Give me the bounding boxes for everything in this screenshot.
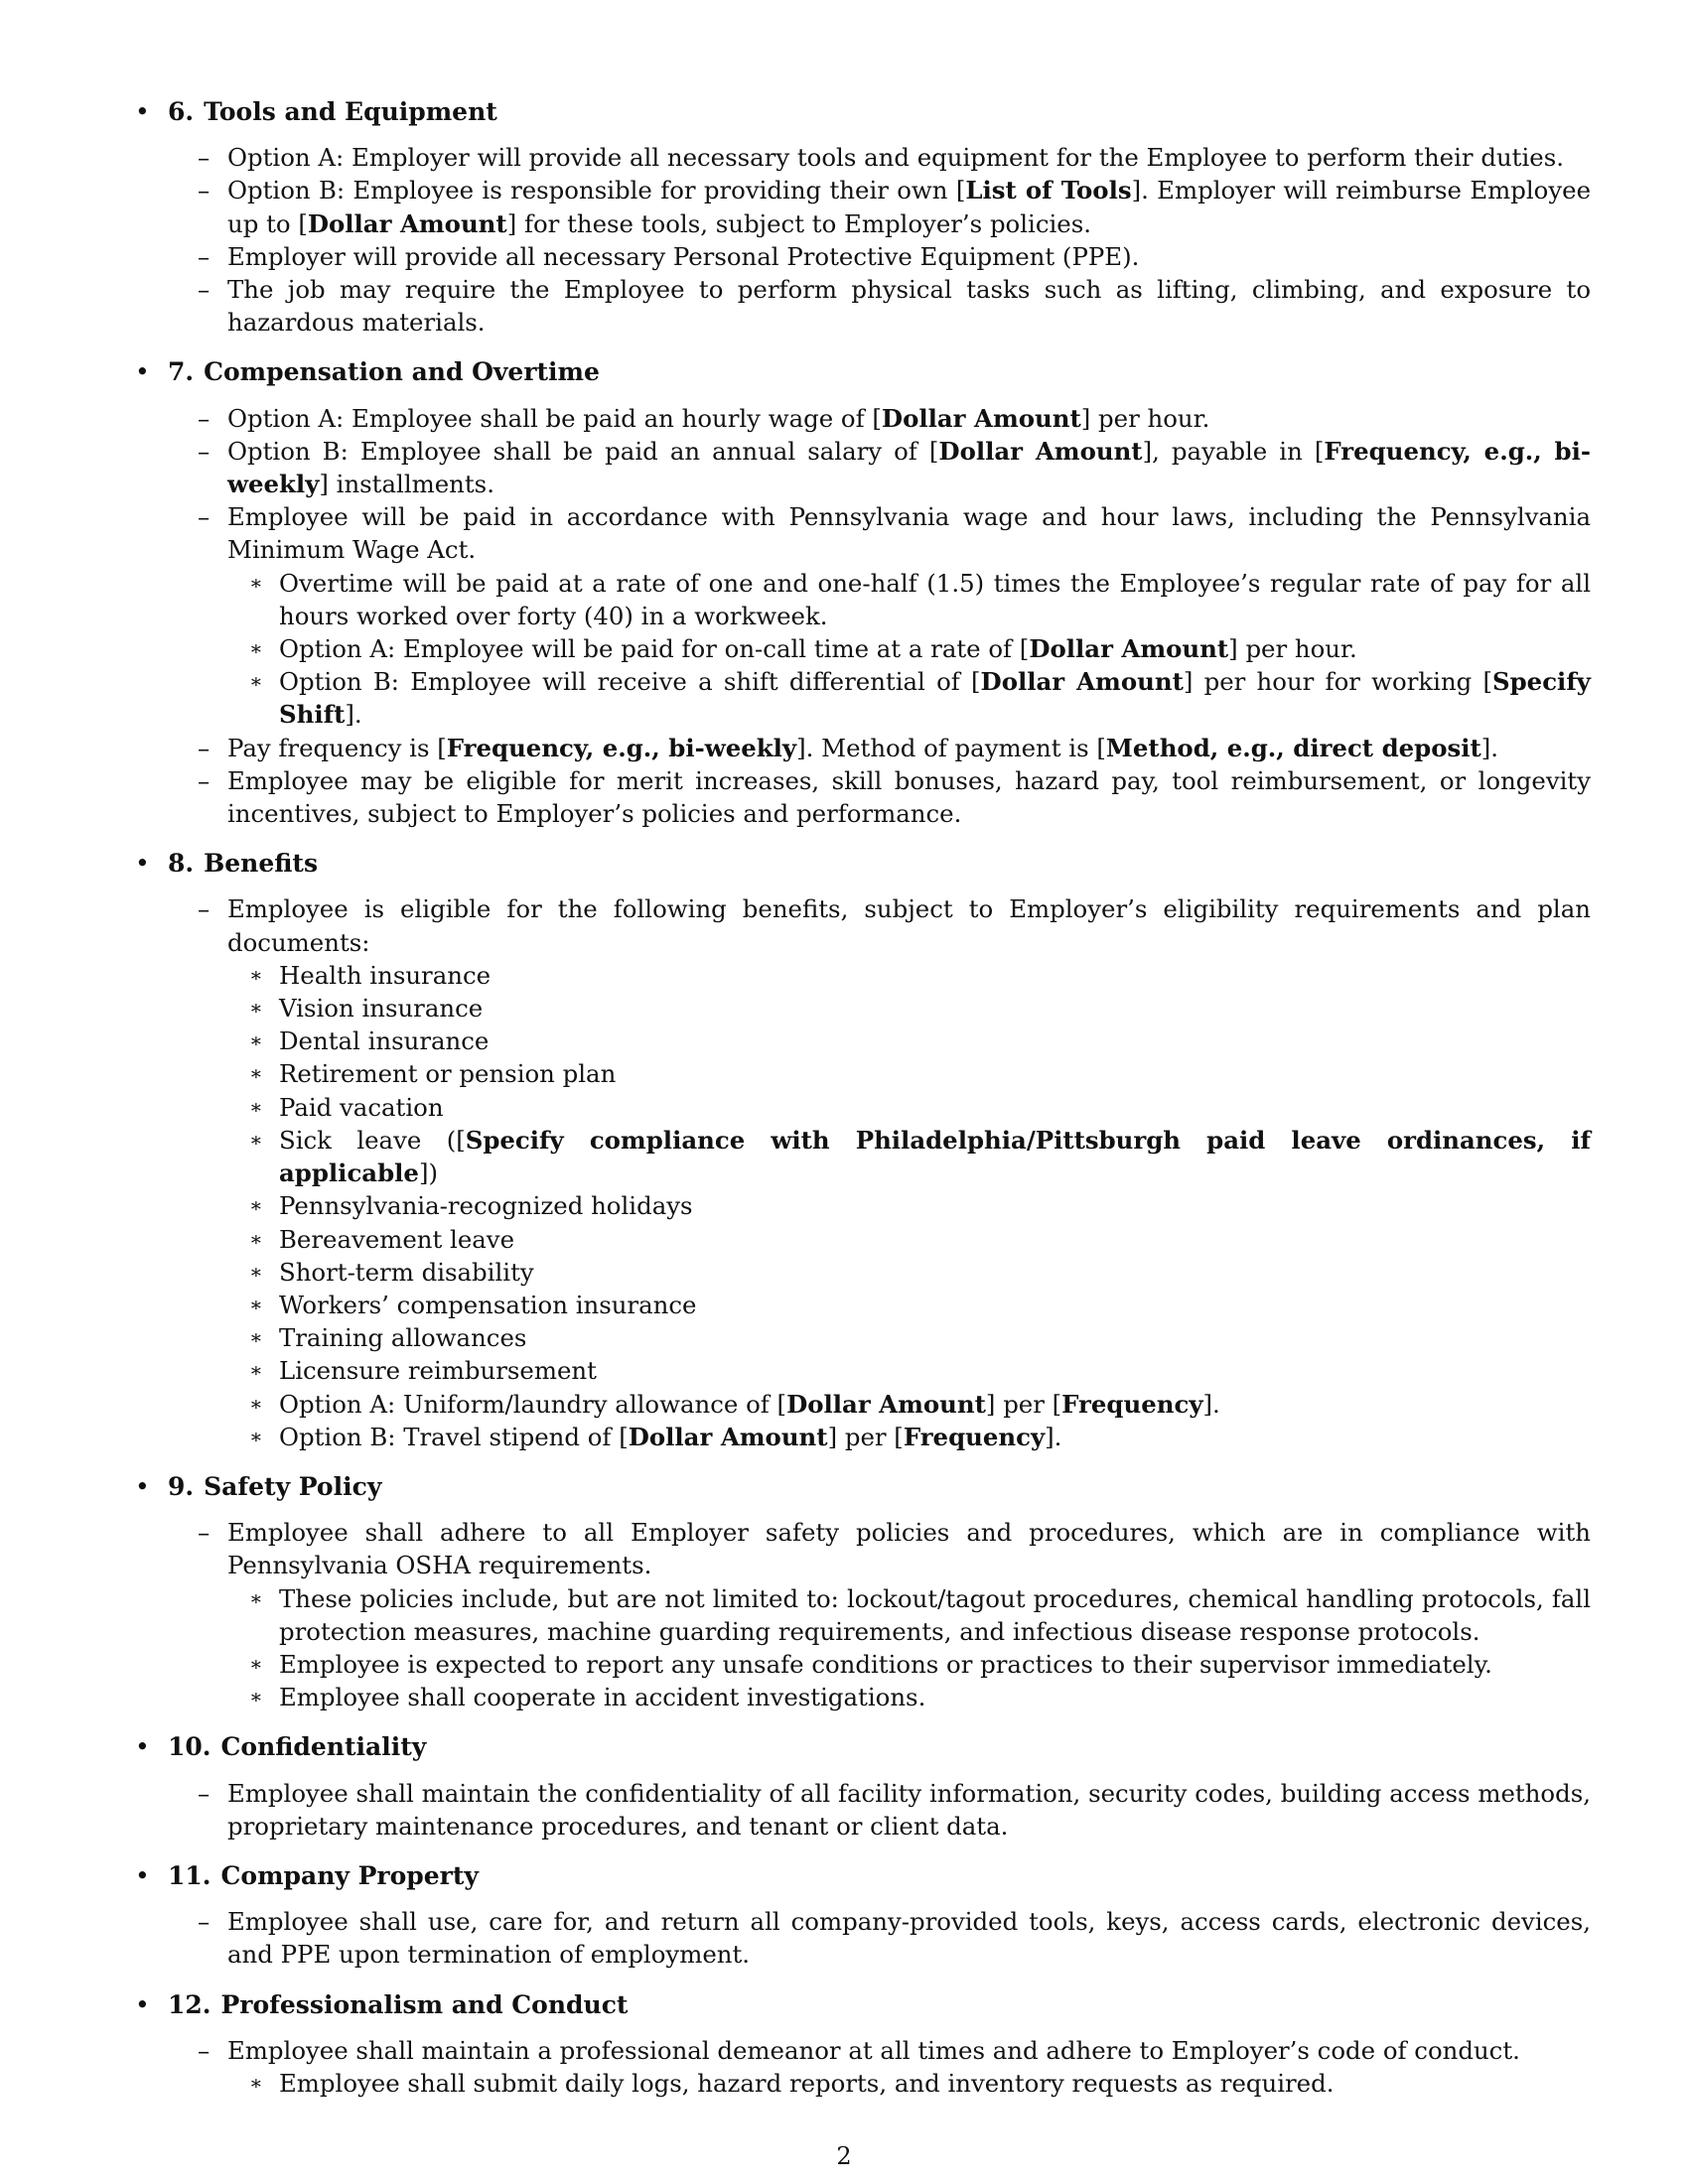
placeholder-field: Frequency, e.g., bi-weekly — [227, 436, 1591, 499]
star-marker: ∗ — [249, 636, 263, 661]
sub-list-item — [135, 1124, 1591, 1189]
star-marker: ∗ — [249, 962, 263, 987]
item-text: Retirement or pension plan — [279, 1059, 617, 1089]
star-marker: ∗ — [249, 1651, 263, 1676]
section-number: 6. — [168, 97, 195, 126]
star-marker: ∗ — [249, 1127, 263, 1152]
section-number: 10. — [168, 1732, 211, 1762]
sub-list-item — [135, 1024, 1591, 1057]
section-title: Safety Policy — [204, 1471, 382, 1501]
bullet-marker: • — [135, 1860, 150, 1890]
item-text: ] for these tools, subject to Employer’s policies. — [506, 208, 1092, 238]
item-text: Employee shall maintain the confidentiality of all facility information, security codes, building access methods, proprietary maintenance procedures, and tenant or client data. — [227, 1778, 1591, 1841]
star-marker: ∗ — [249, 1325, 263, 1350]
placeholder-field: Dollar Amount — [628, 1422, 828, 1451]
list-item — [135, 174, 1591, 239]
bullet-marker: • — [135, 1471, 150, 1501]
section-heading — [135, 847, 1591, 880]
list-item — [135, 732, 1591, 764]
list-item — [135, 402, 1591, 435]
sub-list-item — [135, 1091, 1591, 1124]
item-text: Option A: Employee shall be paid an hourly wage of [ — [227, 403, 882, 433]
sub-list-item — [135, 2067, 1591, 2100]
star-marker: ∗ — [249, 1226, 263, 1251]
item-text: ] per hour for working [ — [1183, 667, 1493, 697]
sub-list-item — [135, 1648, 1591, 1681]
item-text: Option B: Employee shall be paid an annual salary of [ — [227, 436, 939, 466]
dash-marker: – — [198, 733, 211, 762]
dash-marker: – — [198, 502, 211, 532]
section-heading — [135, 1988, 1591, 2021]
section-number: 9. — [168, 1471, 195, 1501]
item-text: Licensure reimbursement — [279, 1356, 597, 1386]
item-text: Workers’ compensation insurance — [279, 1290, 697, 1319]
item-text: Sick leave ([ — [279, 1125, 466, 1155]
item-text: Training allowances — [279, 1323, 527, 1353]
item-text: ] per hour. — [1080, 403, 1210, 433]
placeholder-field: Specify Shift — [279, 667, 1591, 730]
item-text: ], payable in [ — [1142, 436, 1325, 466]
dash-marker: – — [198, 1907, 211, 1937]
dash-marker: – — [198, 894, 211, 924]
sub-list-item — [135, 992, 1591, 1024]
sub-list-item — [135, 1582, 1591, 1648]
placeholder-field: Dollar Amount — [307, 208, 507, 238]
star-marker: ∗ — [249, 1292, 263, 1316]
sub-list-item — [135, 665, 1591, 731]
bullet-marker: • — [135, 1989, 150, 2019]
section-title: Professionalism and Conduct — [220, 1989, 629, 2019]
item-text: Option A: Employer will provide all necessary tools and equipment for the Employee to perform their duties. — [227, 143, 1564, 173]
item-text: ] per hour. — [1228, 634, 1357, 664]
dash-marker: – — [198, 2035, 211, 2065]
placeholder-field: Dollar Amount — [881, 403, 1081, 433]
list-item — [135, 892, 1591, 958]
placeholder-field: List of Tools — [965, 176, 1132, 205]
section-title: Company Property — [220, 1860, 479, 1890]
sub-list-item — [135, 1354, 1591, 1387]
section-heading — [135, 355, 1591, 388]
sub-list-item — [135, 1289, 1591, 1321]
sub-list-item — [135, 1681, 1591, 1713]
dash-marker: – — [198, 765, 211, 795]
section — [135, 355, 1591, 830]
document-body — [135, 95, 1591, 2116]
item-text: Pay frequency is [ — [227, 733, 447, 762]
bullet-marker: • — [135, 97, 150, 126]
item-text: Option B: Employee will receive a shift differential of [ — [279, 667, 981, 697]
list-item — [135, 2034, 1591, 2067]
placeholder-field: Frequency — [1061, 1389, 1203, 1419]
placeholder-field: Dollar Amount — [938, 436, 1143, 466]
section-number: 11. — [168, 1860, 211, 1890]
item-text: Overtime will be paid at a rate of one and one-half (1.5) times the Employee’s regular rate of pay for all hours worked over forty (40) in a workweek. — [279, 568, 1591, 630]
item-text: ]. — [1045, 1422, 1062, 1451]
list-item — [135, 1516, 1591, 1581]
dash-marker: – — [198, 275, 211, 305]
dash-marker: – — [198, 241, 211, 271]
section — [135, 1988, 1591, 2101]
star-marker: ∗ — [249, 1061, 263, 1086]
item-text: Short-term disability — [279, 1257, 534, 1287]
section-title: Compensation and Overtime — [204, 357, 600, 387]
star-marker: ∗ — [249, 1391, 263, 1416]
list-item — [135, 273, 1591, 339]
item-text: Pennsylvania-recognized holidays — [279, 1191, 693, 1221]
item-text: Dental insurance — [279, 1026, 490, 1056]
dash-marker: – — [198, 436, 211, 466]
sub-list-item — [135, 1421, 1591, 1453]
section — [135, 95, 1591, 339]
list-item — [135, 1905, 1591, 1971]
item-text: Employee is eligible for the following benefits, subject to Employer’s eligibility requirements and plan documents: — [227, 894, 1591, 957]
dash-marker: – — [198, 403, 211, 433]
item-text: Paid vacation — [279, 1092, 444, 1122]
section — [135, 1730, 1591, 1843]
section-heading — [135, 1730, 1591, 1763]
page-number: 2 — [836, 2142, 852, 2170]
item-text: The job may require the Employee to perform physical tasks such as lifting, climbing, and exposure to hazardous materials. — [227, 275, 1591, 338]
item-text: ]. — [1202, 1389, 1220, 1419]
item-text: Option A: Employee will be paid for on-call time at a rate of [ — [279, 634, 1030, 664]
item-text: Employer will provide all necessary Personal Protective Equipment (PPE). — [227, 241, 1140, 271]
item-text: ]. — [1480, 733, 1499, 762]
item-text: Employee is expected to report any unsafe conditions or practices to their supervisor immediately. — [279, 1649, 1492, 1679]
item-text: Option A: Uniform/laundry allowance of [ — [279, 1389, 787, 1419]
bullet-marker: • — [135, 1732, 150, 1762]
star-marker: ∗ — [249, 1424, 263, 1448]
section-heading — [135, 1859, 1591, 1892]
item-text: ] per [ — [985, 1389, 1062, 1419]
dash-marker: – — [198, 1778, 211, 1808]
section-title: Confidentiality — [220, 1732, 427, 1762]
placeholder-field: Specify compliance with Philadelphia/Pittsburgh paid leave ordinances, if applicable — [279, 1125, 1591, 1188]
star-marker: ∗ — [249, 1094, 263, 1119]
star-marker: ∗ — [249, 570, 263, 595]
list-item — [135, 764, 1591, 830]
item-text: Employee will be paid in accordance with Pennsylvania wage and hour laws, including the Pennsylvania Minimum Wage Act. — [227, 502, 1591, 565]
item-text: ] per [ — [827, 1422, 904, 1451]
star-marker: ∗ — [249, 2070, 263, 2095]
item-text: Employee shall adhere to all Employer safety policies and procedures, which are in compliance with Pennsylvania OSHA requirements. — [227, 1518, 1591, 1580]
item-text: These policies include, but are not limited to: lockout/tagout procedures, chemical handling protocols, fall protection measures, machine guarding requirements, and infectious disease response protocols. — [279, 1583, 1591, 1646]
star-marker: ∗ — [249, 1028, 263, 1053]
section-number: 7. — [168, 357, 195, 387]
list-item — [135, 435, 1591, 500]
section-title: Benefits — [204, 849, 319, 879]
item-text: Vision insurance — [279, 994, 484, 1024]
item-text: Option B: Employee is responsible for providing their own [ — [227, 176, 966, 205]
sub-list-item — [135, 632, 1591, 665]
sub-list-item — [135, 1256, 1591, 1289]
star-marker: ∗ — [249, 1193, 263, 1218]
sub-list-item — [135, 1223, 1591, 1256]
section-heading — [135, 95, 1591, 128]
sub-list-item — [135, 1057, 1591, 1090]
section-number: 12. — [168, 1989, 211, 2019]
section — [135, 847, 1591, 1453]
item-text: Employee shall maintain a professional demeanor at all times and adhere to Employer’s code of conduct. — [227, 2035, 1520, 2065]
section-title: Tools and Equipment — [204, 97, 497, 126]
placeholder-field: Frequency — [903, 1422, 1046, 1451]
sub-list-item — [135, 1321, 1591, 1354]
star-marker: ∗ — [249, 1259, 263, 1284]
placeholder-field: Dollar Amount — [980, 667, 1184, 697]
bullet-marker: • — [135, 357, 150, 387]
sub-list-item — [135, 567, 1591, 632]
sub-list-item — [135, 1189, 1591, 1222]
placeholder-field: Frequency, e.g., bi-weekly — [446, 733, 797, 762]
item-text: Employee shall use, care for, and return all company-provided tools, keys, access cards, electronic devices, and PPE upon termination of employment. — [227, 1907, 1591, 1970]
item-text: Bereavement leave — [279, 1224, 515, 1254]
item-text: Employee shall submit daily logs, hazard reports, and inventory requests as required. — [279, 2068, 1335, 2098]
dash-marker: – — [198, 176, 211, 205]
list-item — [135, 240, 1591, 273]
item-text: ]. Employer will reimburse Employee up to [ — [227, 176, 1591, 238]
sub-list-item — [135, 959, 1591, 992]
item-text: ]. Method of payment is [ — [796, 733, 1106, 762]
placeholder-field: Dollar Amount — [1029, 634, 1229, 664]
star-marker: ∗ — [249, 996, 263, 1021]
item-text: Health insurance — [279, 960, 492, 990]
list-item — [135, 1777, 1591, 1843]
item-text: ]. — [345, 700, 362, 730]
section-heading — [135, 1470, 1591, 1503]
list-item — [135, 141, 1591, 174]
bullet-marker: • — [135, 849, 150, 879]
star-marker: ∗ — [249, 1685, 263, 1709]
list-item — [135, 500, 1591, 566]
dash-marker: – — [198, 143, 211, 173]
placeholder-field: Method, e.g., direct deposit — [1105, 733, 1481, 762]
item-text: ]) — [418, 1159, 438, 1188]
item-text: Employee may be eligible for merit increases, skill bonuses, hazard pay, tool reimbursement, or longevity incentives, subject to Employer’s policies and performance. — [227, 765, 1591, 829]
item-text: Employee shall cooperate in accident investigations. — [279, 1683, 926, 1712]
item-text: Option B: Travel stipend of [ — [279, 1422, 629, 1451]
item-text: ] installments. — [319, 470, 494, 499]
star-marker: ∗ — [249, 1585, 263, 1610]
sub-list-item — [135, 1388, 1591, 1421]
dash-marker: – — [198, 1518, 211, 1548]
star-marker: ∗ — [249, 1358, 263, 1383]
section — [135, 1470, 1591, 1713]
section-number: 8. — [168, 849, 195, 879]
star-marker: ∗ — [249, 669, 263, 694]
placeholder-field: Dollar Amount — [786, 1389, 986, 1419]
section — [135, 1859, 1591, 1972]
